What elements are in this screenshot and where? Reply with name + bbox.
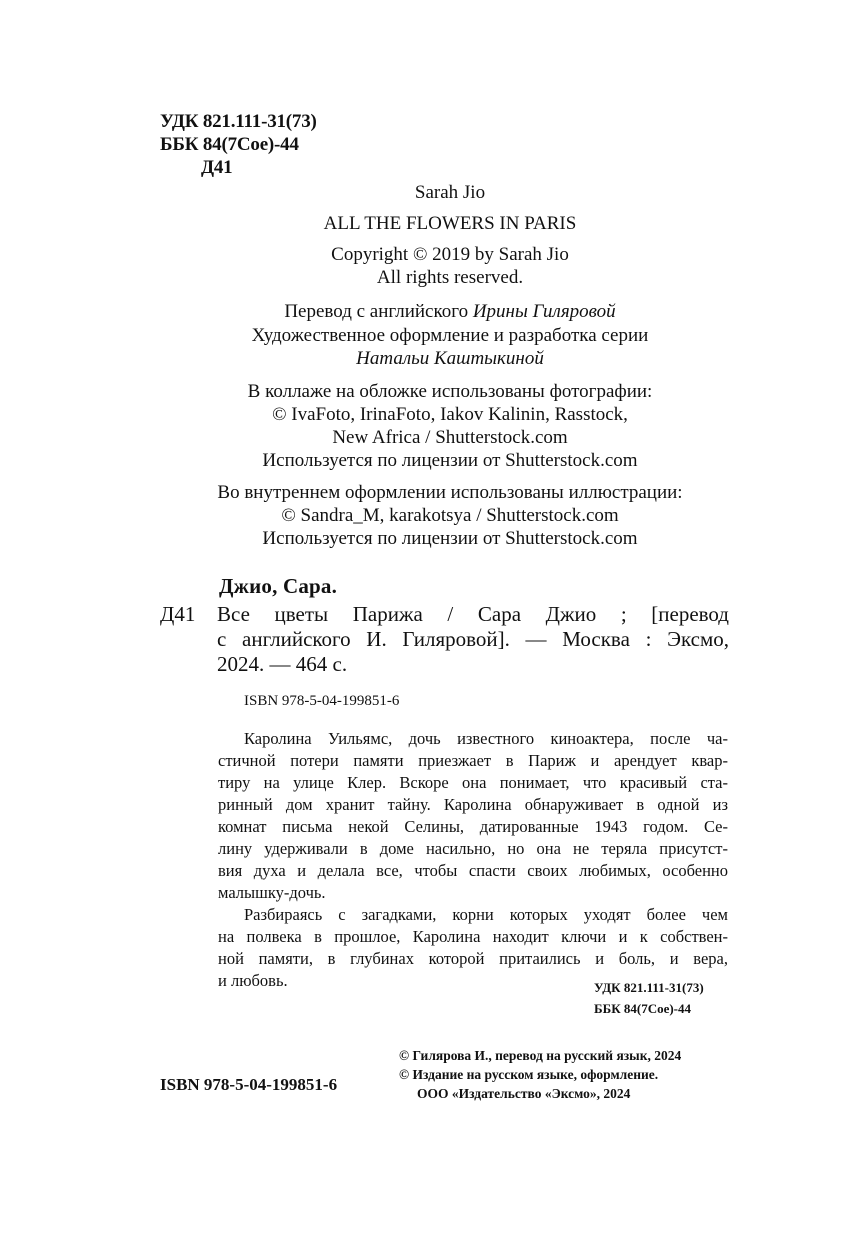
inner-illustrations-license: Используется по лицензии от Shutterstock.com — [262, 528, 638, 549]
rights-reserved: All rights reserved. — [376, 267, 524, 288]
bibliography-line: с английского И. Гиляровой]. — Москва : Эксмо, — [217, 627, 729, 651]
udk-code: УДК 821.111-31(73) — [160, 111, 317, 132]
annotation-line: Каролина Уильямс, дочь известного киноактера, после ча- — [244, 729, 728, 748]
annotation-line: ринный дом хранит тайну. Каролина обнаруживает в одной из — [218, 795, 728, 814]
bibliography-line: Все цветы Парижа / Сара Джио ; [перевод — [217, 602, 729, 626]
footer-udk: УДК 821.111-31(73) — [594, 980, 704, 995]
copyright-translation: © Гилярова И., перевод на русский язык, 2024 — [399, 1048, 682, 1063]
bbk-code: ББК 84(7Сое)-44 — [160, 134, 299, 155]
bibliography-line: 2024. — 464 с. — [217, 652, 348, 676]
inner-illustrations-line-1: Во внутреннем оформлении использованы иллюстрации: — [217, 482, 683, 503]
bibliography-author: Джио, Сара. — [219, 574, 338, 598]
original-title: ALL THE FLOWERS IN PARIS — [323, 213, 577, 234]
bibliography-description — [217, 602, 729, 677]
original-copyright: Copyright © 2019 by Sarah Jio — [331, 244, 569, 265]
annotation-paragraph — [218, 728, 728, 750]
bibliography-isbn: ISBN 978-5-04-199851-6 — [244, 693, 400, 709]
annotation-line: комнат письма некой Селины, датированные 1943 годом. Се- — [218, 817, 728, 836]
annotation-line: и любовь. — [218, 971, 288, 990]
translation-credit — [160, 300, 740, 323]
copyright-edition: © Издание на русском языке, оформление. — [399, 1067, 659, 1082]
annotation-line: лину удерживали в доме насильно, но она не теряла присутст- — [218, 839, 728, 858]
annotation-line: тиру на улице Клер. Вскоре она понимает, что красивый ста- — [218, 773, 728, 792]
cover-photos-line-2: © IvaFoto, IrinaFoto, Iakov Kalinin, Rasstock, — [272, 404, 628, 425]
cover-photos-line-3: New Africa / Shutterstock.com — [332, 427, 568, 448]
annotation-line: на полвека в прошлое, Каролина находит ключи и к собствен- — [218, 927, 728, 946]
footer-bbk: ББК 84(7Сое)-44 — [594, 1001, 692, 1016]
annotation-line: стичной потери памяти приезжает в Париж и арендует квар- — [218, 751, 728, 770]
annotation-line: Разбираясь с загадками, корни которых уходят более чем — [244, 905, 728, 924]
original-author: Sarah Jio — [414, 182, 486, 203]
author-mark-code: Д41 — [201, 157, 233, 178]
annotation — [218, 728, 728, 992]
bibliography-code: Д41 — [160, 602, 196, 626]
translator-name: Ирины Гиляровой — [472, 301, 616, 322]
annotation-line: ной памяти, в глубинах которой притаились и боль, и вера, — [218, 949, 728, 968]
footer-isbn: ISBN 978-5-04-199851-6 — [160, 1075, 338, 1094]
annotation-line: малышку-дочь. — [218, 883, 326, 902]
copyright-publisher: ООО «Издательство «Эксмо», 2024 — [417, 1086, 631, 1101]
annotation-line: вия духа и делала все, чтобы спасти своих любимых, особенно — [218, 861, 728, 880]
cover-photos-license: Используется по лицензии от Shutterstock.com — [262, 450, 638, 471]
translation-prefix: Перевод с английского — [284, 301, 473, 322]
designer-name — [160, 347, 740, 370]
designer-name-text: Натальи Каштыкиной — [356, 348, 544, 369]
inner-illustrations-line-2: © Sandra_M, karakotsya / Shutterstock.com — [281, 505, 619, 526]
design-credit: Художественное оформление и разработка серии — [251, 325, 649, 346]
cover-photos-line-1: В коллаже на обложке использованы фотографии: — [247, 381, 653, 402]
annotation-paragraph — [218, 904, 728, 926]
